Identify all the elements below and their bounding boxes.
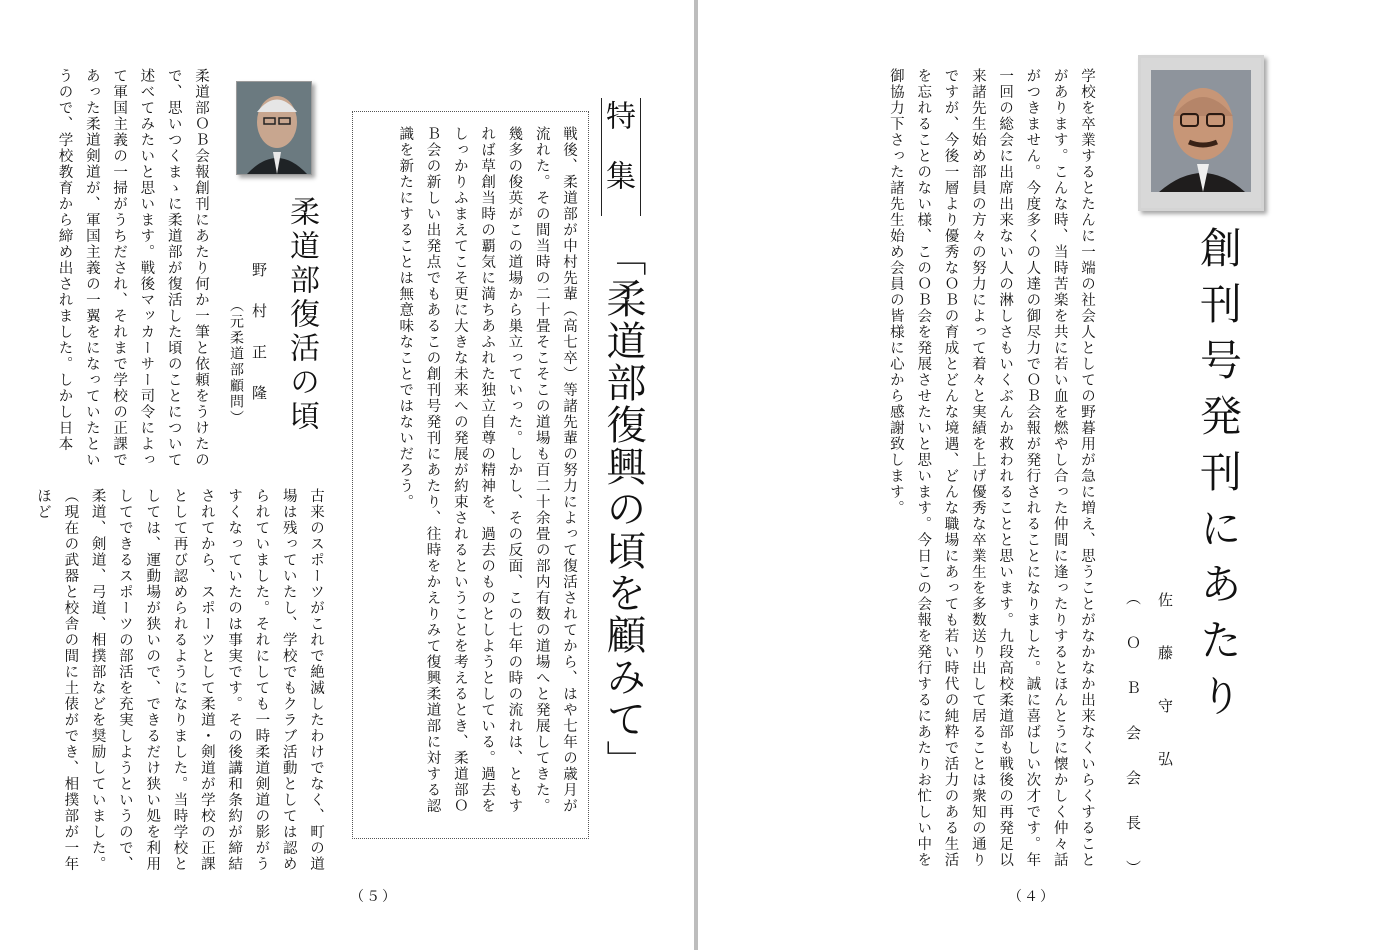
feature-body-text: 戦後、柔道部が中村先輩（高七卒）等諸先輩の努力によって復活されてから、はや七年の歳月が流れた。その間当時の二十畳そこそこの道場も百二十余畳の部内有数の道場へと発展してきた。幾多の俊英がこの道場から巣立っていった。しかし、その反面、この七年の時の流れは、ともすれば草創当時の覇気に満ちあふれた独立自尊の精神を、過去のものとしようとしている。過去をしっかりふまえてこそ更に大きな未来への発展が約束されるということを考えるとき、柔道部ＯＢ会の新しい出発点でもあるこの創刊号発刊にあたり、往時をかえりみて復興柔道部に対する認識を新たにすることは無意味なことではないだろう。: [397, 126, 577, 814]
right-author-name: 佐藤守弘: [1156, 592, 1174, 804]
right-author-role: （ＯＢ会会長）: [1124, 590, 1142, 905]
right-title: 創刊号発刊にあたり: [1194, 226, 1243, 730]
left-article-body-bottom: [35, 488, 329, 883]
author-photo-right: [1138, 55, 1264, 211]
right-body: [810, 68, 1100, 880]
page-number-left: （５）: [350, 889, 398, 905]
right-page: [698, 0, 1390, 950]
left-page: [0, 0, 694, 950]
left-article-body-top: [44, 68, 214, 468]
page-number-right: （４）: [1008, 889, 1056, 905]
author-photo-left: [236, 81, 312, 175]
article-author-name: 野村正隆: [250, 262, 268, 426]
article-body: 柔道部ＯＢ会報創刊にあたり何か一筆と依頼をうけたので、思いつくまゝに柔道部が復活した頃のことについて述べてみたいと思います。戦後マッカーサー司令によって軍国主義の一掃がうちだされ、それまで学校の正課であった柔道剣道が、軍国主義の一翼をになっていたというので、学校教育から締め出されました。しかし日本: [56, 68, 209, 468]
article-body-continued: 古来のスポーツがこれで絶滅したわけでなく、町の道場は残っていたし、学校でもクラブ活動としては認められていました。それにしても一時柔道剣道の影がうすくなっていたのは事実です。その後講和条約が締結されてから、スポーツとして柔道・剣道が学校の正課として再び認められるようになりました。当時学校としては、運動場が狭いので、できるだけ狭い処を利用してできるスポーツの部活を充実しようというので、柔道、剣道、弓道、相撲部などを奨励していました。（現在の武器と校舎の間に土俵ができ、相撲部が一年ほど: [35, 488, 324, 872]
feature-label-rule-right: [640, 98, 641, 216]
feature-label: 特集: [600, 100, 635, 220]
portrait-icon: [1141, 58, 1261, 208]
feature-title: 「柔道部復興の頃を顧みて」: [600, 236, 646, 782]
right-body-text: 学校を卒業するとたんに一端の社会人としての野暮用が急に増え、思うことがなかなか出来なくいらくすることがあります。こんな時、当時苦楽を共に若い血を燃やし合った仲間に逢ったりするとほんとうに懐かしく仲々話がつきません。今度多くの人達の御尽力でＯＢ会報が発行されることになりました。誠に喜ばしい次才です。年一回の総会に出席出来ない人の淋しさもいくぶんか救われることと思います。九段高校柔道部も戦後の再発足以来諸先生始め部員の方々の努力によって着々と実績を上げ優秀な卒業生を多数送り出して居ることは衆知の通りですが、今後一層より優秀なＯＢの育成とどんな境遇、どんな職場にあっても若い時代の純粋で活力のある生活を忘れることのない様、このＯＢ会を発展させたいと思います。今日この会報を発行するにあたりお忙しい中を御協力下さった諸先生始め会員の皆様に心から感謝致します。: [887, 68, 1095, 868]
article-author-role: （元柔道部顧問）: [228, 298, 244, 426]
portrait-icon: [237, 82, 311, 174]
feature-body: [360, 126, 582, 826]
article-title: 柔道部復活の頃: [284, 196, 319, 434]
